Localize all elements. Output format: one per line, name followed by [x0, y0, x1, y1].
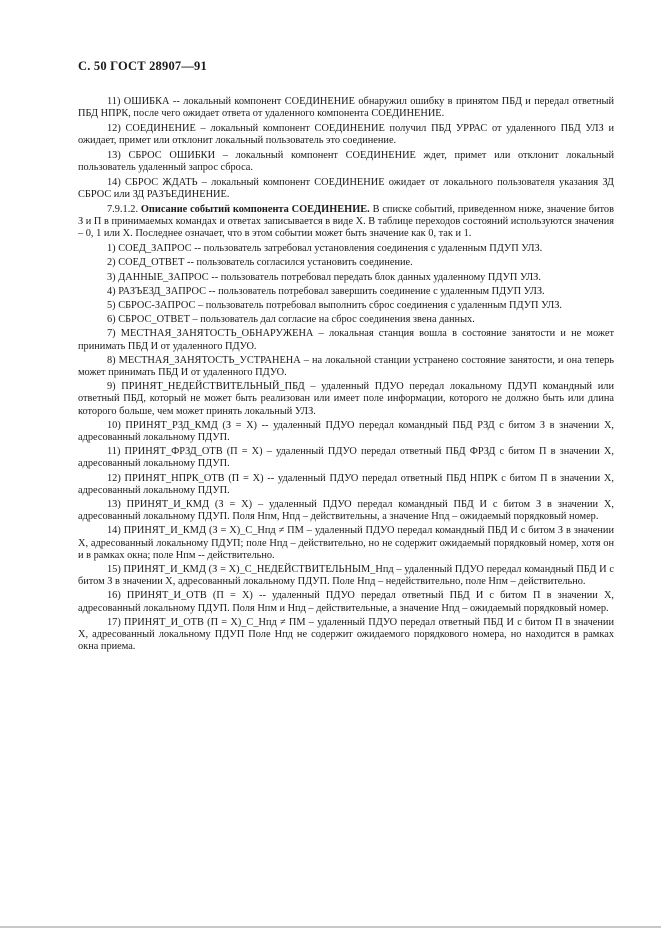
event-item: 17) ПРИНЯТ_И_ОТВ (П = Х)_С_Нпд ≠ ПМ – удаленный ПДУО передал ответный ПБД И с битом П в значении Х, адресованный локальному ПДУП Поле Нпд не содержит ожидаемого порядкового номера, но находится в рамках окна приема.: [78, 616, 614, 653]
event-item: 13) ПРИНЯТ_И_КМД (З = Х) – удаленный ПДУО передал командный ПБД И с битом З в значении Х, адресованный локальному ПДУП. Поля Нпм, Нпд – действительны, а значение Нпд – ожидаемый порядковый номер.: [78, 499, 614, 523]
page-header: С. 50 ГОСТ 28907—91: [78, 59, 207, 73]
event-item: 1) СОЕД_ЗАПРОС -- пользователь затребовал установления соединения с удаленным ПДУП УЛЗ.: [107, 243, 543, 255]
event-item: 3) ДАННЫЕ_ЗАПРОС -- пользователь потребовал передать блок данных удаленному ПДУП УЛЗ.: [107, 271, 541, 283]
section-title: Описание событий компонента СОЕДИНЕНИЕ.: [140, 204, 370, 215]
event-item: 16) ПРИНЯТ_И_ОТВ (П = Х) -- удаленный ПДУО передал ответный ПБД И с битом П в значении Х, адресованный локальному ПДУП. Поля Нпм и Нпд – действительные, а значение Нпд – ожидаемый порядковый номер.: [78, 590, 614, 614]
section-text: В списке событий, приведенном ниже, значение битов З и П в принимаемых командах и ответах записывается в виде Х. В таблице переходов состояний используются значения – 0, 1 или Х. Последнее означает, что в этом событии может быть значение как 0, так и 1.: [78, 204, 614, 240]
state-item: 14) СБРОС ЖДАТЬ – локальный компонент СОЕДИНЕНИЕ ожидает от локального пользователя указания ЗД СБРОС или ЗД РАЗЪЕДИНЕНИЕ.: [78, 177, 614, 201]
event-item: 12) ПРИНЯТ_НПРК_ОТВ (П = Х) -- удаленный ПДУО передал ответный ПБД НПРК с битом П в значении Х, адресованный локальному ПДУП.: [78, 472, 614, 496]
state-item: 12) СОЕДИНЕНИЕ – локальный компонент СОЕДИНЕНИЕ получил ПБД УРРАС от удаленного ПБД УЛЗ и ожидает, примет или отклонит локальный пользователь это соединение.: [78, 123, 614, 147]
section-paragraph: [78, 204, 614, 241]
event-item: 11) ПРИНЯТ_ФРЗД_ОТВ (П = Х) – удаленный ПДУО передал ответный ПБД ФРЗД с битом П в значении Х, адресованный локальному ПДУП.: [78, 446, 614, 470]
state-item: 13) СБРОС ОШИБКИ – локальный компонент СОЕДИНЕНИЕ ждет, примет или отклонит локальный пользователь удаленный запрос сброса.: [78, 150, 614, 174]
section-number: 7.9.1.2.: [107, 204, 139, 215]
event-item: 7) МЕСТНАЯ_ЗАНЯТОСТЬ_ОБНАРУЖЕНА – локальная станция вошла в состояние занятости и не может принимать ПБД И от удаленного ПДУО.: [78, 328, 614, 352]
event-item: 14) ПРИНЯТ_И_КМД (З = Х)_С_Нпд ≠ ПМ – удаленный ПДУО передал командный ПБД И с битом З в значении Х, адресованный локальному ПДУП; поле Нпд – действительно, но не содержит ожидаемый порядковый номер, хотя он и в рамках окна; поле Нпм -- действительно.: [78, 525, 614, 561]
state-item: 11) ОШИБКА -- локальный компонент СОЕДИНЕНИЕ обнаружил ошибку в принятом ПБД и передал ответный ПБД НПРК, после чего ожидает ответа от удаленного компонента СОЕДИНЕНИЕ.: [78, 96, 614, 120]
event-item: 5) СБРОС-ЗАПРОС – пользователь потребовал выполнить сброс соединения с удаленным ПДУП УЛЗ.: [107, 300, 563, 312]
event-item: 15) ПРИНЯТ_И_КМД (З = Х)_С_НЕДЕЙСТВИТЕЛЬНЫМ_Нпд – удаленный ПДУО передал командный ПБД И с битом З в значении Х, адресованный локальному ПДУП. Поле Нпд – недействительно, поле Нпм – действительно.: [78, 564, 614, 588]
event-item: 10) ПРИНЯТ_РЗД_КМД (З = Х) -- удаленный ПДУО передал командный ПБД РЗД с битом З в значении Х, адресованный локальному ПДУП.: [78, 419, 614, 444]
bottom-rule: [0, 926, 661, 928]
event-item: 6) СБРОС_ОТВЕТ – пользователь дал согласие на сброс соединения звена данных.: [107, 314, 475, 326]
document-body: [78, 96, 614, 656]
event-item: 2) СОЕД_ОТВЕТ -- пользователь согласился установить соединение.: [107, 257, 413, 269]
event-item: 9) ПРИНЯТ_НЕДЕЙСТВИТЕЛЬНЫЙ_ПБД – удаленный ПДУО передал локальному ПДУП командный или ответный ПБД, который не может быть реализован или имеет поле информации, которого не должно быть или длина которого больше, чем может принять локальный УЛЗ.: [78, 381, 614, 417]
event-item: 8) МЕСТНАЯ_ЗАНЯТОСТЬ_УСТРАНЕНА – на локальной станции устранено состояние занятости, и она теперь может принимать ПБД И от удаленного ПДУО.: [78, 354, 614, 379]
event-item: 4) РАЗЪЕЗД_ЗАПРОС -- пользователь потребовал завершить соединение с удаленным ПДУП УЛЗ.: [107, 285, 545, 297]
